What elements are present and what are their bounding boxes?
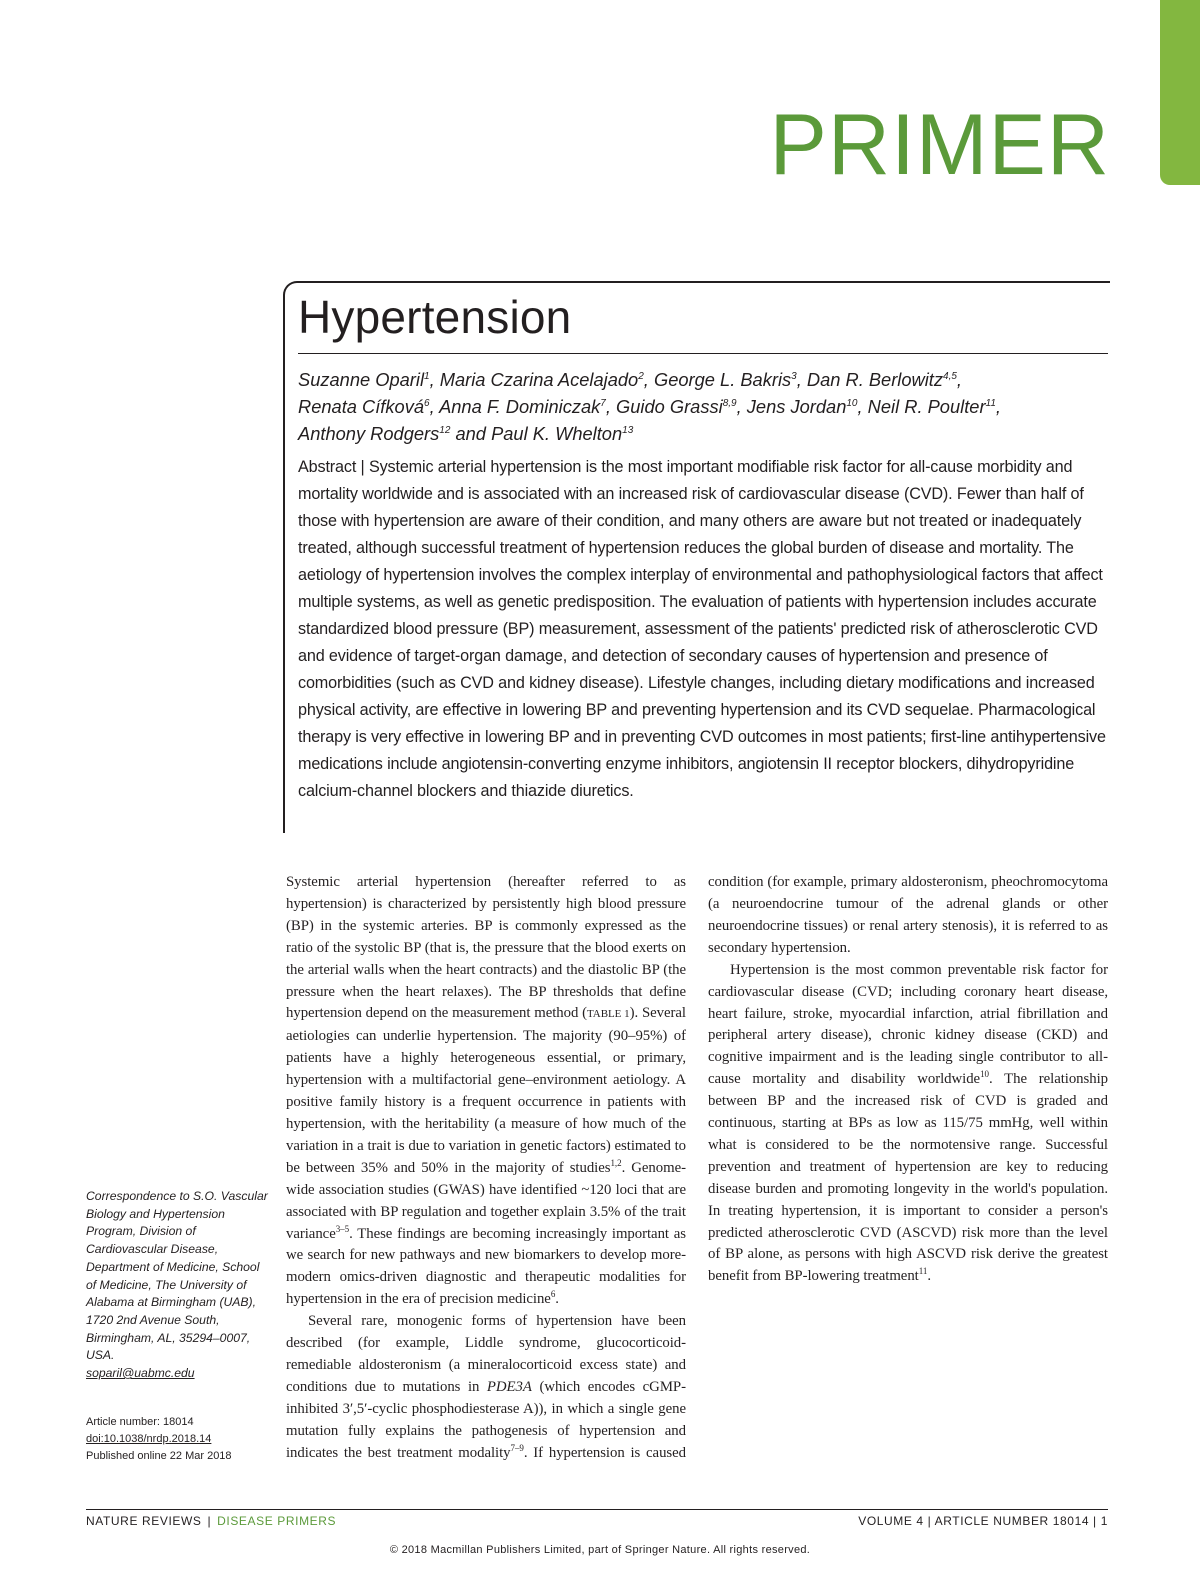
continued-text-inner <box>708 872 1108 960</box>
citation-ref: 11 <box>918 1266 928 1277</box>
footer-journal <box>86 1514 336 1528</box>
text-run: . These findings are becoming increasingly important as we search for new pathways and new biomarkers to develop more-modern omics-driven diagnostic and therapeutic modalities for hypertension in the era of precision medicine <box>286 1225 686 1308</box>
text-run: ). Several aetiologies can underlie hypertension. The majority (90–95%) of patients have a highly heterogeneous essential, or primary, hypertension with a multifactorial gene–environment aetiology. A positive family history is a frequent occurrence in patients with hypertension, with the heritability (a measure of how much of the variation in a trait is due to variation in genetic factors) estimated to be between 35% and 50% in the majority of studies <box>286 1005 686 1176</box>
author-name: Suzanne Oparil <box>298 369 425 390</box>
citation-ref: 6 <box>550 1289 556 1300</box>
author-affiliation: 8,9 <box>722 397 737 409</box>
text-run: . <box>555 1291 559 1308</box>
article-meta <box>86 1414 271 1465</box>
author-separator: , <box>429 396 440 417</box>
footer-separator: | <box>207 1514 212 1528</box>
author-name: Renata Cífková <box>298 396 425 417</box>
abstract-label: Abstract <box>298 458 357 476</box>
author-affiliation: 4,5 <box>943 370 957 382</box>
text-run: Hypertension is the most common preventable risk factor for cardiovascular disease (CVD; including coronary heart disease, heart failure, stroke, myocardial infarction, atrial fibrillation and peripheral artery disease), chronic kidney disease (CKD) and cognitive impairment and is the leading single contributor to all-cause mortality and disability worldwide <box>708 961 1108 1088</box>
text-run: . The relationship between BP and the increased risk of CVD is graded and continuous, starting at BPs as low as 115/75 mmHg, well within what is considered to be the normotensive range. Successful prevention and treatment of hypertension are key to reducing disease burden and promoting longevity in the world's population. In treating hypertension, it is important to consider a person's predicted atherosclerotic CVD (ASCVD) risk more than the level of BP alone, as persons with high ASCVD risk derive the greatest benefit from BP-lowering treatment <box>708 1071 1108 1285</box>
correspondence-note <box>86 1188 271 1383</box>
author-affiliation: 13 <box>622 424 634 436</box>
author-name: Dan R. Berlowitz <box>806 369 944 390</box>
body-paragraph-3 <box>708 960 1108 1289</box>
author-name: Jens Jordan <box>746 396 847 417</box>
author-name: Anna F. Dominiczak <box>439 396 601 417</box>
body-column-left <box>286 872 686 1464</box>
body-paragraph-2-continued <box>708 872 1108 960</box>
text-run: TABLE 1 <box>587 1008 630 1021</box>
text-run: . If hypertension is caused <box>523 1444 686 1461</box>
citation-ref: 1,2 <box>610 1157 622 1168</box>
journal-name: NATURE REVIEWS <box>86 1514 202 1528</box>
correspondence-text: Correspondence to S.O. Vascular Biology and Hypertension Program, Division of Cardiovascular Disease, Department of Medicine, School of Medicine, The University of Alabama at Birmingham (UAB), 1720 2nd Avenue South, Birmingham, AL, 35294–0007, USA. <box>86 1189 268 1363</box>
correspondence-email[interactable]: soparil@uabmc.edu <box>86 1366 195 1381</box>
body-column-right <box>708 872 1108 1288</box>
section-color-tab <box>1160 0 1200 185</box>
article-doi[interactable]: doi:10.1038/nrdp.2018.14 <box>86 1433 212 1445</box>
author-affiliation: 7 <box>600 397 606 409</box>
author-name: Guido Grassi <box>616 396 723 417</box>
author-affiliation: 6 <box>424 397 430 409</box>
footer-volume: VOLUME 4 | ARTICLE NUMBER 18014 | 1 <box>858 1514 1108 1528</box>
abstract-text: Systemic arterial hypertension is the most important modifiable risk factor for all-cause morbidity and mortality worldwide and is associated with an increased risk of cardiovascular disease (CVD). Fewer than half of those with hypertension are aware of their condition, and many others are aware but not treated or inadequately treated, although successful treatment of hypertension reduces the global burden of disease and mortality. The aetiology of hypertension involves the complex interplay of environmental and pathophysiological factors that affect multiple systems, as well as genetic predisposition. The evaluation of patients with hypertension includes accurate standardized blood pressure (BP) measurement, assessment of the patients' predicted risk of atherosclerotic CVD and evidence of target-organ damage, and detection of secondary causes of hypertension and presence of comorbidities (such as CVD and kidney disease). Lifestyle changes, including dietary modifications and increased physical activity, are effective in lowering BP and preventing hypertension and its CVD sequelae. Pharmacological therapy is very effective in lowering BP and in preventing CVD outcomes in most patients; first-line antihypertensive medications include angiotensin-converting enzyme inhibitors, angiotensin II receptor blockers, dihydropyridine calcium-channel blockers and thiazide diuretics. <box>298 458 1106 800</box>
author-separator: , <box>643 369 654 390</box>
author-separator: , <box>736 396 747 417</box>
citation-ref: 7–9 <box>510 1442 524 1453</box>
author-affiliation: 11 <box>985 397 996 409</box>
copyright-notice: © 2018 Macmillan Publishers Limited, part of Springer Nature. All rights reserved. <box>389 1544 811 1556</box>
body-paragraph-2 <box>286 1311 686 1464</box>
author-separator: , <box>429 369 440 390</box>
author-affiliation: 10 <box>846 397 858 409</box>
author-affiliation: 2 <box>638 370 644 382</box>
text-run: (which encodes cGMP-inhibited 3′,5′-cyclic phosphodiesterase A)), in which a single gene mutation fully explains the pathogenesis of hypertension and indicates the best treatment modality <box>286 1378 686 1461</box>
author-separator: , <box>857 396 868 417</box>
author-affiliation: 3 <box>791 370 797 382</box>
continued-text-holder <box>708 872 1108 960</box>
author-separator: , <box>995 396 1002 417</box>
author-list <box>298 366 1108 447</box>
text-run: . <box>927 1268 931 1285</box>
abstract-separator: | <box>356 458 369 476</box>
article-number: Article number: 18014 <box>86 1416 194 1428</box>
author-name: Neil R. Poulter <box>867 396 986 417</box>
citation-ref: 10 <box>980 1069 989 1080</box>
published-date: Published online 22 Mar 2018 <box>86 1450 232 1462</box>
body-paragraph-1 <box>286 872 686 1311</box>
author-separator: , <box>796 369 807 390</box>
title-divider <box>298 353 1108 354</box>
footer-divider <box>86 1509 1108 1510</box>
citation-ref: 3–5 <box>335 1223 350 1234</box>
text-run: PDE3A <box>486 1378 532 1395</box>
author-affiliation: 12 <box>439 424 451 436</box>
abstract <box>298 454 1110 805</box>
section-label: PRIMER <box>769 97 1110 193</box>
series-name: DISEASE PRIMERS <box>217 1514 337 1528</box>
text-run: . Genome-wide association studies (GWAS) have identified ~120 loci that are associated with BP regulation and together explain 3.5% of the trait variance <box>286 1159 686 1242</box>
author-name: Anthony Rodgers <box>298 423 440 444</box>
author-separator: , <box>956 369 963 390</box>
author-separator: , <box>605 396 617 417</box>
author-name: Paul K. Whelton <box>491 423 623 444</box>
author-affiliation: 1 <box>424 370 430 382</box>
text-run: condition (for example, primary aldosteronism, pheochromocytoma (a neuroendocrine tumour of the adrenal glands or other neuroendocrine tissues) or renal artery stenosis), it is referred to as secondary hypertension. <box>708 874 1108 956</box>
article-title: Hypertension <box>298 291 572 343</box>
text-run: Several rare, monogenic forms of hypertension have been described (for example, Liddle syndrome, glucocorticoid-remediable aldosteronism (a mineralocorticoid excess state) and conditions due to mutations in <box>286 1313 686 1395</box>
author-name: George L. Bakris <box>653 369 792 390</box>
text-run: Systemic arterial hypertension (hereafter referred to as hypertension) is characterized by persistently high blood pressure (BP) in the systemic arteries. BP is commonly expressed as the ratio of the systolic BP (that is, the pressure that the blood exerts on the arterial walls when the heart contracts) and the diastolic BP (the pressure when the heart relaxes). The BP thresholds that define hypertension depend on the measurement method ( <box>286 874 686 1022</box>
author-name: Maria Czarina Acelajado <box>439 369 639 390</box>
author-separator: and <box>450 423 492 444</box>
